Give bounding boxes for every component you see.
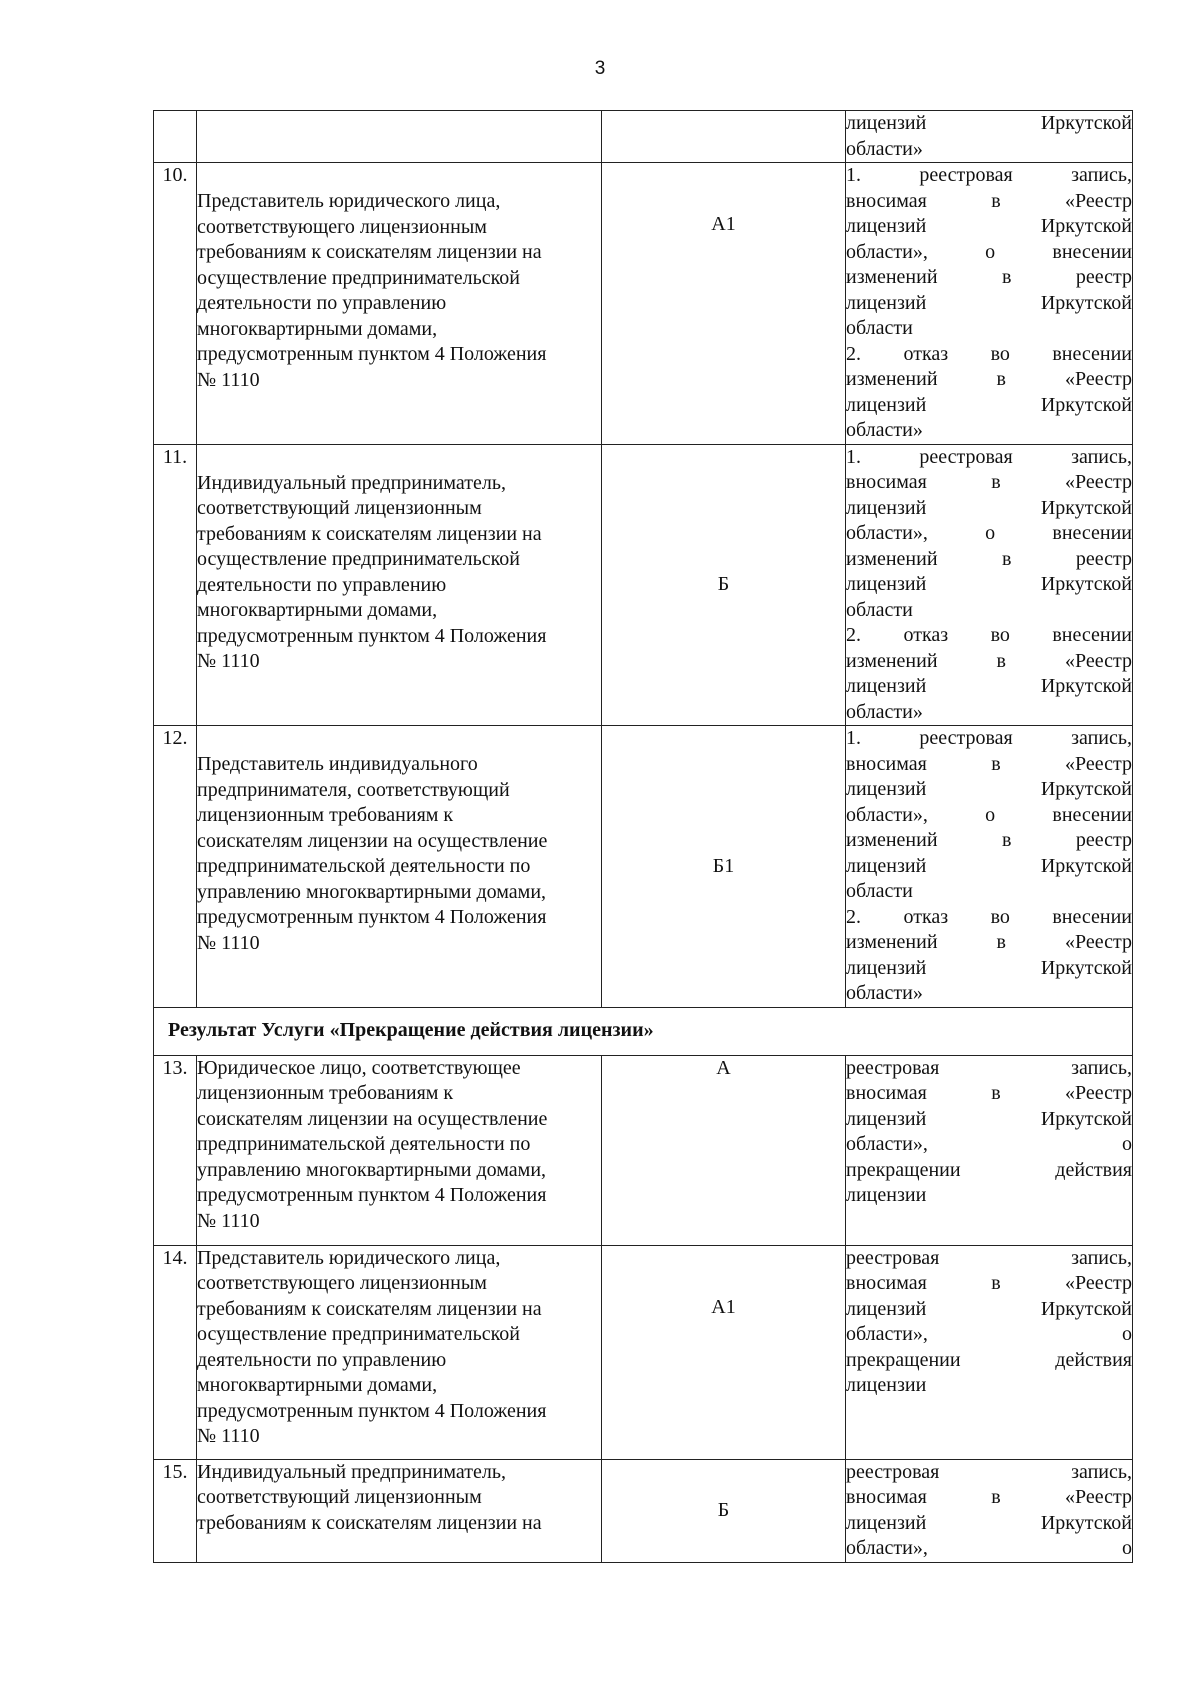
result-line: лицензий Иркутской — [846, 854, 1132, 877]
result-line: области — [846, 317, 913, 339]
row-number: 15. — [154, 1459, 197, 1562]
description-line: Индивидуальный предприниматель, — [197, 1460, 506, 1483]
result-line: области — [846, 880, 913, 902]
table-body-before-heading — [154, 111, 1133, 1008]
result-line: 2. отказ во внесении — [846, 342, 1132, 365]
table-row — [154, 1055, 1133, 1245]
description-line: деятельности по управлению — [197, 1348, 447, 1371]
description-line: соответствующий лицензионным — [197, 1486, 482, 1508]
result-line: области», о внесении — [846, 522, 1132, 544]
applicant-description — [197, 1245, 602, 1459]
table-row — [154, 1245, 1133, 1459]
table-row — [154, 111, 1133, 163]
description-line: предусмотренным пунктом 4 Положения — [197, 1399, 547, 1422]
result-line: лицензий Иркутской — [846, 112, 1132, 134]
result-line: изменений в «Реестр — [846, 649, 1132, 672]
description-line: лицензионным требованиям к — [197, 1082, 454, 1104]
result-line: изменений в реестр — [846, 266, 1132, 288]
result-line: области», о — [846, 1323, 1132, 1345]
result-line: области» — [846, 419, 923, 441]
applicant-category — [602, 111, 846, 163]
description-line: Представитель юридического лица, — [197, 1246, 501, 1269]
result-line: 2. отказ во внесении — [846, 905, 1132, 928]
description-line: предпринимательской деятельности по — [197, 855, 531, 877]
result-line: области» — [846, 137, 923, 160]
row-number — [154, 111, 197, 163]
table-row — [154, 726, 1133, 1008]
result-line: лицензии — [846, 1374, 927, 1396]
applicant-description — [197, 444, 602, 726]
description-line: предусмотренным пунктом 4 Положения — [197, 906, 547, 928]
result-line: области» — [846, 982, 923, 1004]
result-line: изменений в «Реестр — [846, 931, 1132, 953]
result-line: лицензий Иркутской — [846, 496, 1132, 519]
description-line: деятельности по управлению — [197, 292, 447, 314]
result-line: области», о внесении — [846, 803, 1132, 826]
description-line: № 1110 — [197, 1425, 260, 1447]
description-line: деятельности по управлению — [197, 573, 447, 596]
description-line: требованиям к соискателям лицензии на — [197, 1511, 542, 1534]
result-line: изменений в реестр — [846, 547, 1132, 570]
row-number: 14. — [154, 1245, 197, 1459]
result-line: области — [846, 598, 913, 621]
description-line: требованиям к соискателям лицензии на — [197, 241, 542, 263]
result-line: лицензии — [846, 1184, 927, 1206]
row-number: 11. — [154, 444, 197, 726]
description-line: лицензионным требованиям к — [197, 804, 454, 826]
applicant-description — [197, 1055, 602, 1245]
row-number: 10. — [154, 163, 197, 445]
result-line: вносимая в «Реестр — [846, 471, 1132, 493]
table-row — [154, 1459, 1133, 1562]
page-number: 3 — [594, 58, 606, 79]
result-line: изменений в «Реестр — [846, 368, 1132, 390]
description-line: Представитель юридического лица, — [197, 190, 501, 212]
service-result — [846, 111, 1133, 163]
description-line: осуществление предпринимательской — [197, 266, 521, 289]
service-result — [846, 163, 1133, 445]
description-line: соответствующего лицензионным — [197, 1272, 487, 1294]
table-body-after-heading — [154, 1055, 1133, 1562]
description-line: предусмотренным пунктом 4 Положения — [197, 624, 547, 647]
description-line: предусмотренным пунктом 4 Положения — [197, 1184, 547, 1206]
description-line: осуществление предпринимательской — [197, 1323, 521, 1345]
description-line: Юридическое лицо, соответствующее — [197, 1056, 521, 1079]
description-line: Представитель индивидуального — [197, 753, 478, 775]
row-number: 12. — [154, 726, 197, 1008]
result-line: вносимая в «Реестр — [846, 1082, 1132, 1104]
applicant-description — [197, 726, 602, 1008]
result-line: реестровая запись, — [846, 1246, 1132, 1269]
result-line: 1. реестровая запись, — [846, 445, 1132, 468]
applicant-description — [197, 1459, 602, 1562]
result-line: вносимая в «Реестр — [846, 1272, 1132, 1294]
applicant-category: А — [602, 1055, 846, 1245]
result-line: 2. отказ во внесении — [846, 624, 1132, 646]
license-result-table — [153, 110, 1133, 1563]
row-number: 13. — [154, 1055, 197, 1245]
applicant-category: А1 — [602, 1245, 846, 1459]
result-line: лицензий Иркутской — [846, 291, 1132, 314]
service-result — [846, 1245, 1133, 1459]
description-line: предусмотренным пунктом 4 Положения — [197, 343, 547, 365]
service-result — [846, 1459, 1133, 1562]
section-heading-row — [154, 1007, 1133, 1055]
result-line: прекращении действия — [846, 1348, 1132, 1371]
result-line: 1. реестровая запись, — [846, 164, 1132, 186]
service-result — [846, 726, 1133, 1008]
description-line: № 1110 — [197, 931, 260, 954]
result-line: области» — [846, 700, 923, 723]
result-line: 1. реестровая запись, — [846, 727, 1132, 749]
result-line: лицензий Иркутской — [846, 675, 1132, 697]
result-line: области», о — [846, 1133, 1132, 1155]
description-line: предпринимательской деятельности по — [197, 1133, 531, 1155]
result-line: изменений в реестр — [846, 829, 1132, 851]
result-line: вносимая в «Реестр — [846, 752, 1132, 775]
result-line: вносимая в «Реестр — [846, 1486, 1132, 1508]
description-line: предпринимателя, соответствующий — [197, 778, 510, 801]
description-line: соискателям лицензии на осуществление — [197, 1107, 548, 1130]
service-result — [846, 444, 1133, 726]
result-line: лицензий Иркутской — [846, 393, 1132, 416]
table-row — [154, 444, 1133, 726]
description-line: № 1110 — [197, 650, 260, 672]
description-line: осуществление предпринимательской — [197, 548, 521, 570]
description-line: многоквартирными домами, — [197, 599, 438, 621]
table-section-heading — [154, 1007, 1133, 1055]
applicant-category: Б — [602, 444, 846, 726]
result-line: лицензий Иркутской — [846, 573, 1132, 595]
description-line: соответствующий лицензионным — [197, 497, 482, 519]
description-line: многоквартирными домами, — [197, 1374, 438, 1396]
result-line: вносимая в «Реестр — [846, 189, 1132, 212]
result-line: лицензий Иркутской — [846, 956, 1132, 979]
description-line: управлению многоквартирными домами, — [197, 1158, 547, 1181]
result-line: реестровая запись, — [846, 1056, 1132, 1079]
result-line: области», о внесении — [846, 240, 1132, 263]
description-line: требованиям к соискателям лицензии на — [197, 522, 542, 545]
description-line: соответствующего лицензионным — [197, 215, 487, 238]
section-heading: Результат Услуги «Прекращение действия лицензии» — [154, 1007, 1133, 1055]
service-result — [846, 1055, 1133, 1245]
description-line: требованиям к соискателям лицензии на — [197, 1297, 542, 1320]
table-row — [154, 163, 1133, 445]
description-line: Индивидуальный предприниматель, — [197, 471, 506, 494]
applicant-description — [197, 111, 602, 163]
applicant-category: Б1 — [602, 726, 846, 1008]
result-line: лицензий Иркутской — [846, 1511, 1132, 1534]
result-line: лицензий Иркутской — [846, 215, 1132, 237]
description-line: № 1110 — [197, 368, 260, 391]
description-line: управлению многоквартирными домами, — [197, 880, 547, 903]
applicant-category: Б — [602, 1459, 846, 1562]
result-line: лицензий Иркутской — [846, 1297, 1132, 1320]
result-line: области», о — [846, 1537, 1132, 1559]
result-line: прекращении действия — [846, 1158, 1132, 1181]
applicant-description — [197, 163, 602, 445]
description-line: соискателям лицензии на осуществление — [197, 829, 548, 852]
result-line: лицензий Иркутской — [846, 778, 1132, 800]
applicant-category: А1 — [602, 163, 846, 445]
description-line: многоквартирными домами, — [197, 317, 438, 340]
description-line: № 1110 — [197, 1209, 260, 1232]
result-line: лицензий Иркутской — [846, 1107, 1132, 1130]
result-line: реестровая запись, — [846, 1460, 1132, 1483]
